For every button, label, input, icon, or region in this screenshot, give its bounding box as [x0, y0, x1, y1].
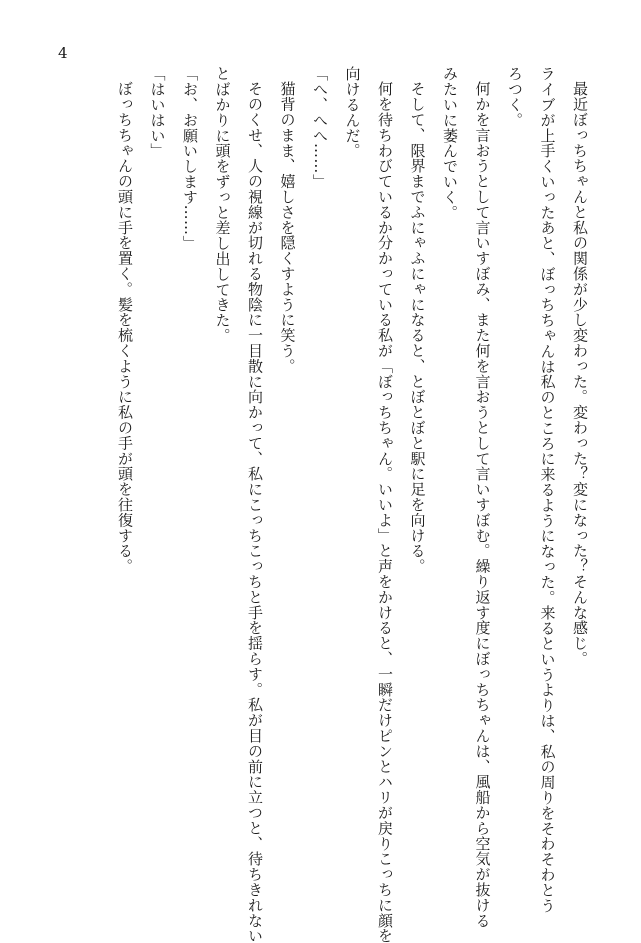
- text-line: みたいに萎んでいく。: [441, 66, 459, 220]
- text-line: 「はいはい」: [148, 66, 167, 159]
- text-line: 何かを言おうとして言いすぼみ、また何を言おうとして言いすぼむ。繰り返す度にぼっちちゃんは、風船から空気が抜ける: [473, 81, 492, 928]
- page-number: 4: [58, 44, 68, 62]
- text-line: 最近ぼっちちゃんと私の関係が少し変わった。変わった？変になった？そんな感じ。: [571, 81, 589, 667]
- body-text: [90, 66, 596, 943]
- text-line: 何を待ちわびているか分かっている私が「ぼっちちゃん。いいよ」と声をかけると、一瞬だけピンとハリが戻りこっちに顔を: [376, 81, 394, 943]
- text-line: 向けるんだ。: [343, 66, 362, 159]
- text-line: ライブが上手くいったあと、ぼっちちゃんは私のところに来るようになった。来るというよりは、私の周りをそわそわとう: [538, 66, 557, 913]
- text-line: 猫背のまま、嬉しさを隠くすように笑う。: [278, 81, 297, 374]
- text-line: そのくせ、人の視線が切れる物陰に一目散に向かって、私にこっちこっちと手を揺らす。私が目の前に立つと、待ちきれない: [246, 81, 264, 943]
- text-line: ぼっちちゃんの頭に手を置く。髪を梳くように私の手が頭を往復する。: [116, 81, 134, 574]
- text-line: そして、限界までふにゃふにゃになると、とぼとぼと駅に足を向ける。: [408, 81, 427, 574]
- text-line: とばかりに頭をずっと差し出してきた。: [213, 66, 232, 344]
- text-line: 「へ、へへ……」: [311, 66, 329, 190]
- text-line: ろつく。: [506, 66, 524, 128]
- text-line: 「お、お願いします……」: [181, 66, 199, 251]
